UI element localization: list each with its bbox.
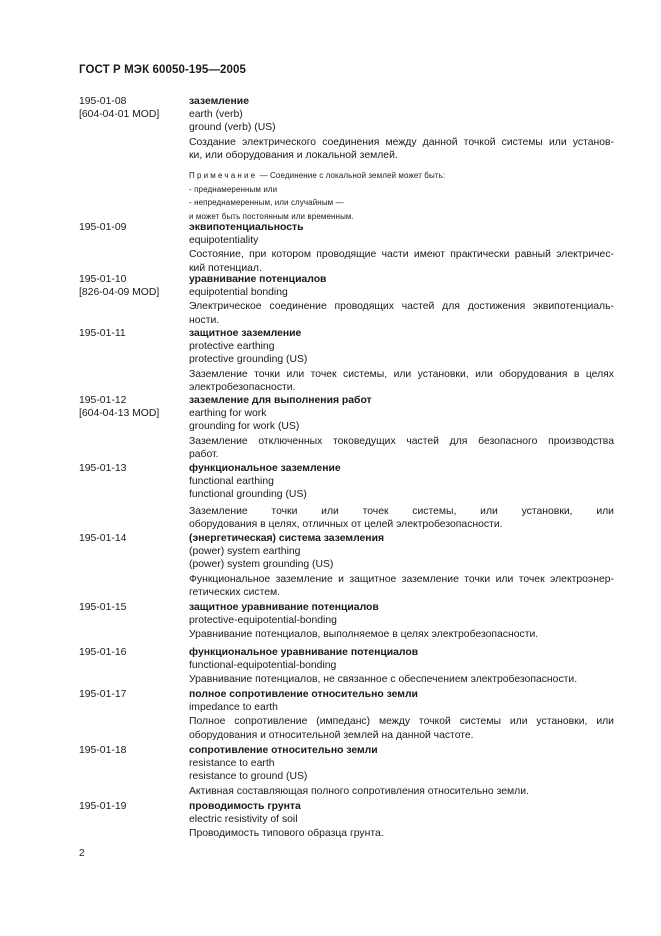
term-entry	[79, 95, 614, 223]
term-entry	[79, 688, 614, 742]
term-title: сопротивление относительно земли	[189, 745, 378, 756]
term-code	[79, 532, 187, 545]
term-reference: [826-04-09 MOD]	[79, 287, 160, 299]
term-definition	[189, 435, 614, 461]
term-title: заземление	[189, 96, 249, 107]
term-translation: protective-equipotential-bonding	[189, 615, 337, 627]
definition-line: работ.	[189, 448, 219, 460]
definition-line: Функциональное заземление и защитное заземление точки или точек электроэнер-	[189, 573, 614, 585]
term-title: проводимость грунта	[189, 801, 301, 812]
term-translation: (power) system grounding (US)	[189, 559, 334, 571]
term-code	[79, 744, 187, 757]
term-translation: protective grounding (US)	[189, 354, 308, 366]
document-header: ГОСТ Р МЭК 60050-195—2005	[79, 64, 246, 76]
definition-line: Уравнивание потенциалов, выполняемое в целях электробезопасности.	[189, 629, 539, 641]
definition-line: оборудования в целях, отличных от целей электробезопасности.	[189, 518, 503, 530]
term-translation: equipotential bonding	[189, 287, 288, 299]
definition-line: оборудования и относительной землей на данной частоте.	[189, 729, 474, 741]
definition-line: Уравнивание потенциалов, не связанное с обеспечением электробезопасности.	[189, 674, 578, 686]
term-translation: functional-equipotential-bonding	[189, 660, 337, 672]
term-code	[79, 800, 187, 813]
term-definition	[189, 136, 614, 162]
definition-line: кий потенциал.	[189, 262, 262, 274]
term-entry	[79, 327, 614, 394]
term-title: полное сопротивление относительно земли	[189, 689, 418, 700]
note-line: - непреднамеренным, или случайным —	[189, 198, 344, 208]
term-translation: resistance to ground (US)	[189, 771, 308, 783]
term-entry	[79, 601, 614, 642]
note-line: и может быть постоянным или временным.	[189, 211, 354, 221]
term-definition	[189, 827, 614, 840]
term-number: 195-01-14	[79, 533, 127, 544]
term-translation: ground (verb) (US)	[189, 122, 276, 134]
term-number: 195-01-18	[79, 745, 127, 756]
term-code	[79, 462, 187, 475]
term-definition	[189, 300, 614, 326]
term-title: функциональное уравнивание потенциалов	[189, 647, 419, 658]
term-code	[79, 327, 187, 340]
definition-line: Заземление точки или точек системы, или установки, или	[189, 505, 614, 517]
term-title: (энергетическая) система заземления	[189, 533, 385, 544]
term-title: заземление для выполнения работ	[189, 395, 372, 406]
term-code	[79, 273, 187, 299]
definition-line: ности.	[189, 314, 220, 326]
term-definition	[189, 248, 614, 274]
term-number: 195-01-17	[79, 689, 127, 700]
term-entry	[79, 646, 614, 687]
term-definition	[189, 573, 614, 599]
term-reference: [604-04-13 MOD]	[79, 408, 160, 420]
term-number: 195-01-12	[79, 395, 127, 406]
term-number: 195-01-09	[79, 222, 127, 233]
term-code	[79, 646, 187, 659]
term-definition	[189, 628, 614, 641]
term-translation: functional grounding (US)	[189, 489, 307, 501]
term-code	[79, 601, 187, 614]
term-entry	[79, 532, 614, 599]
term-title: уравнивание потенциалов	[189, 274, 327, 285]
note-line: - преднамеренным или	[189, 184, 278, 194]
term-entry	[79, 744, 614, 798]
term-number: 195-01-08	[79, 96, 127, 107]
term-number: 195-01-15	[79, 602, 127, 613]
term-reference: [604-04-01 MOD]	[79, 109, 160, 121]
term-number: 195-01-16	[79, 647, 127, 658]
term-definition	[189, 673, 614, 686]
note-label: Примечание	[189, 171, 258, 181]
term-definition	[189, 785, 614, 798]
term-code	[79, 95, 187, 121]
definition-line: Заземление отключенных токоведущих частей для безопасного производства	[189, 435, 614, 447]
definition-line: электробезопасности.	[189, 381, 296, 393]
term-code	[79, 394, 187, 420]
term-translation: grounding for work (US)	[189, 421, 300, 433]
page-number: 2	[79, 848, 85, 859]
term-translation: earth (verb)	[189, 109, 243, 121]
term-definition	[189, 505, 614, 531]
definition-line: Проводимость типового образца грунта.	[189, 828, 384, 840]
term-translation: (power) system earthing	[189, 546, 301, 558]
term-entry	[79, 221, 614, 275]
definition-line: ки, или оборудования и локальной землей.	[189, 149, 398, 161]
term-code	[79, 688, 187, 701]
term-translation: impedance to earth	[189, 702, 278, 714]
term-number: 195-01-10	[79, 274, 127, 285]
term-title: функциональное заземление	[189, 463, 341, 474]
note-text: — Соединение с локальной землей может быть:	[257, 171, 446, 181]
definition-line: Заземление точки или точек системы, или установки, или оборудования в целях	[189, 368, 614, 380]
term-definition	[189, 715, 614, 741]
definition-line: Активная составляющая полного сопротивления относительно земли.	[189, 785, 529, 797]
term-translation: equipotentiality	[189, 235, 259, 247]
term-translation: earthing for work	[189, 408, 267, 420]
term-note	[189, 169, 614, 223]
term-entry	[79, 394, 614, 461]
term-code	[79, 221, 187, 234]
term-title: защитное заземление	[189, 328, 302, 339]
definition-line: Создание электрического соединения между данной точкой системы или установ-	[189, 136, 614, 148]
definition-line: гетических систем.	[189, 586, 281, 598]
definition-line: Электрическое соединение проводящих частей для достижения эквипотенциаль-	[189, 301, 614, 313]
term-number: 195-01-13	[79, 463, 127, 474]
term-translation: functional earthing	[189, 476, 274, 488]
term-translation: resistance to earth	[189, 758, 275, 770]
term-translation: electric resistivity of soil	[189, 814, 298, 826]
definition-line: Состояние, при котором проводящие части имеют практически равный электричес-	[189, 249, 614, 261]
term-translation: protective earthing	[189, 341, 275, 353]
term-title: эквипотенциальность	[189, 222, 304, 233]
term-definition	[189, 368, 614, 394]
term-number: 195-01-11	[79, 328, 126, 339]
term-entry	[79, 273, 614, 327]
term-number: 195-01-19	[79, 801, 127, 812]
definition-line: Полное сопротивление (импеданс) между точкой системы или установки, или	[189, 716, 614, 728]
term-entry	[79, 462, 614, 531]
term-entry	[79, 800, 614, 841]
term-title: защитное уравнивание потенциалов	[189, 602, 379, 613]
